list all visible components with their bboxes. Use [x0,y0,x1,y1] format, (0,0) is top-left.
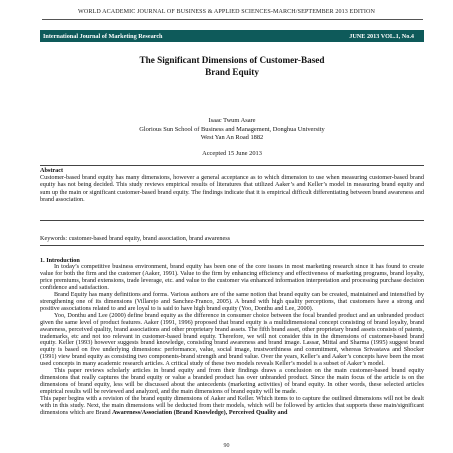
author-address: West Yan An Road 1882 [200,134,264,142]
keywords-rule [40,245,424,246]
paragraph-bold-text: Awareness/Association (Brand Knowledge), Perceived Quality and [112,409,288,417]
paragraph: Yoo, Donthu and Lee (2000) define brand equity as the difference in consumer choice between the focal branded product and an unbranded product given the same level of product features. Aaker (1991, 1996) proposed that brand equity is a multidimensional concept consisting of brand loyalty, brand awareness, perceived quality, brand associations and other proprietary brand assets. The fifth brand asset, other proprietary brand assets consists of patents, trademarks, etc and not too relevant in customer-based brand equity. Therefore, we will not consider this in the dimensions of customer-based brand equity. Keller (1993) however suggests brand knowledge, consisting brand awareness and brand image. Lassar, Mittal and Sharma (1995) suggest brand equity is based on five underlying dimensions: performance, value, social image, trustworthiness and commitment, whereas Srivastava and Shocker (1991) view brand equity as consisting two components-brand strength and brand value. Over the years, Keller’s and Aaker’s concepts have been the most used concepts in many academic research articles. A critical study of these two models reveals Keller’s model is a subset of Aaker’s model. [40,311,424,368]
paper-title [40,55,424,78]
paragraph-text: This paper begins with a revision of the brand equity dimensions of Aaker and Keller. Which items to to capture the outlined dimensions will not be dealt with in this study. Next, the main dimensions will be deducted from their models, which will be followed by articles that supports these main/significant dimensions which are Brand [40,395,424,417]
paragraph: In today’s competitive business environment, brand equity has been one of the core issues in most marketing research since it has found to create value for both the firm and the customer (Aaker, 1991). Value to the firm by enhancing efficiency and effectiveness of marketing programs, brand loyalty, price premiums, brand extensions, trade leverage, etc. and value to the customer via enhanced information interpretation and processing purchase decision confidence and satisfaction. [40,263,424,291]
paragraph: This paper reviews scholarly articles in brand equity and from their findings draws a conclusion on the main customer-based brand equity dimensions that really captures the brand equity or value a branded product has over unbranded product. Since the main focus of the article is on the dimensions of brand equity, less will be discussed about the antecedents (marketing activities) of brand equity. In other words, these selected articles empirical results will be reviewed and analyzed, and the main dimensions of brand equity will be made. [40,367,424,396]
author-block [40,117,424,143]
paragraph [40,396,424,417]
author-affiliation: Glorious Sun School of Business and Management, Donghua University [139,125,325,133]
abstract-top-rule [40,165,424,166]
header-divider [42,19,423,20]
journal-name: International Journal of Marketing Research [43,32,163,40]
title-line-2: Brand Equity [205,66,259,77]
body-text [40,264,424,417]
abstract-bottom-rule [40,220,424,221]
paragraph: Brand Equity has many definitions and forms. Various authors are of the same notion that brand equity can be created, maintained and intensified by strengthening one of its dimensions (Villarejo and Sanchez-Franco, 2005). A brand with high quality perceptions, that customers have a strong and positive associations related to and are loyal to is said to have high brand equity (Yoo, Donthu and Lee, 2000). [40,290,424,312]
section-heading: 1. Introduction [40,257,80,264]
keywords: Keywords: customer-based brand equity, brand association, brand awareness [40,235,231,242]
title-line-1: The Significant Dimensions of Customer-Based [139,55,325,65]
abstract-text: Customer-based brand equity has many dimensions, however a general acceptance as to which dimension to use when measuring customer-based brand equity has not being decided. This study reviews empirical results of literatures that utilized Aaker’s and Keller’s model in measuring brand equity and sum up the main or significant customer-based brand equity. The findings indicate that it is empirical difficult differentiating between brand awareness and brand association. [40,174,424,203]
journal-issue: JUNE 2013 VOL.1, No.4 [349,32,414,40]
page-number: 90 [223,443,230,449]
author-name: Isaac Twum Asare [208,117,256,124]
accepted-date: Accepted 15 June 2013 [202,150,262,157]
abstract-heading: Abstract [40,167,64,174]
running-header: WORLD ACADEMIC JOURNAL OF BUSINESS & APPLIED SCIENCES-MARCH/SEPTEMBER 2013 EDITION [78,9,375,15]
journal-band [40,30,424,42]
